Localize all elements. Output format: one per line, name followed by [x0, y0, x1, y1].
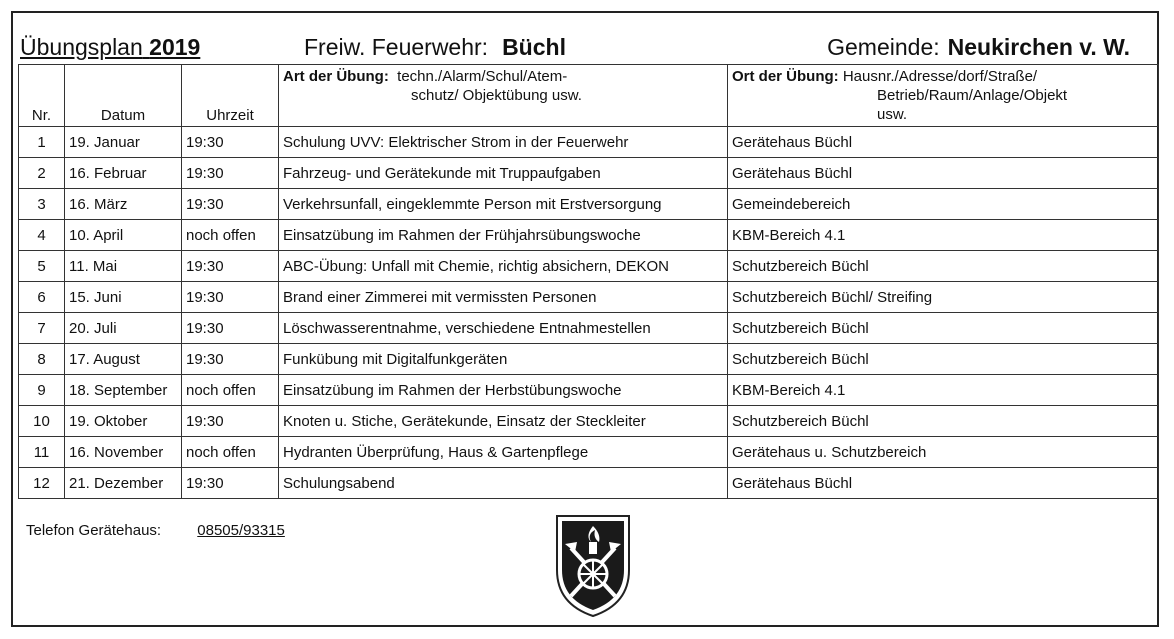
- cell-ort: Gerätehaus Büchl: [728, 127, 1159, 158]
- cell-datum: 19. Oktober: [65, 406, 182, 437]
- brigade-name: Büchl: [502, 34, 566, 60]
- plan-year: 2019: [149, 34, 201, 60]
- title-row: [20, 34, 1150, 64]
- cell-nr: 3: [19, 189, 65, 220]
- cell-datum: 20. Juli: [65, 313, 182, 344]
- cell-uhrzeit: noch offen: [182, 437, 279, 468]
- cell-art: Einsatzübung im Rahmen der Frühjahrsübungswoche: [279, 220, 728, 251]
- cell-nr: 6: [19, 282, 65, 313]
- cell-art: ABC-Übung: Unfall mit Chemie, richtig absichern, DEKON: [279, 251, 728, 282]
- cell-art: Knoten u. Stiche, Gerätekunde, Einsatz der Steckleiter: [279, 406, 728, 437]
- cell-ort: Schutzbereich Büchl: [728, 313, 1159, 344]
- cell-nr: 11: [19, 437, 65, 468]
- cell-nr: 12: [19, 468, 65, 499]
- cell-ort: Schutzbereich Büchl: [728, 406, 1159, 437]
- cell-art: Löschwasserentnahme, verschiedene Entnahmestellen: [279, 313, 728, 344]
- table-row: [19, 282, 1159, 313]
- cell-datum: 11. Mai: [65, 251, 182, 282]
- cell-nr: 7: [19, 313, 65, 344]
- cell-datum: 17. August: [65, 344, 182, 375]
- cell-uhrzeit: 19:30: [182, 251, 279, 282]
- cell-datum: 16. Februar: [65, 158, 182, 189]
- cell-ort: Gerätehaus Büchl: [728, 158, 1159, 189]
- cell-art: Fahrzeug- und Gerätekunde mit Truppaufgaben: [279, 158, 728, 189]
- table-row: [19, 406, 1159, 437]
- col-nr: Nr.: [19, 65, 65, 127]
- table-row: [19, 375, 1159, 406]
- phone-footer: [26, 522, 285, 539]
- plan-title: Übungsplan 2019: [20, 34, 201, 60]
- cell-nr: 1: [19, 127, 65, 158]
- table-row: [19, 220, 1159, 251]
- table-row: [19, 344, 1159, 375]
- table-header-row: [19, 65, 1159, 127]
- col-art: Art der Übung: techn./Alarm/Schul/Atem- schutz/ Objektübung usw.: [279, 65, 728, 127]
- cell-uhrzeit: 19:30: [182, 282, 279, 313]
- cell-uhrzeit: 19:30: [182, 189, 279, 220]
- cell-art: Funkübung mit Digitalfunkgeräten: [279, 344, 728, 375]
- cell-ort: Schutzbereich Büchl: [728, 251, 1159, 282]
- cell-ort: KBM-Bereich 4.1: [728, 375, 1159, 406]
- cell-art: Hydranten Überprüfung, Haus & Gartenpflege: [279, 437, 728, 468]
- col-datum: Datum: [65, 65, 182, 127]
- cell-art: Einsatzübung im Rahmen der Herbstübungswoche: [279, 375, 728, 406]
- cell-art: Schulung UVV: Elektrischer Strom in der Feuerwehr: [279, 127, 728, 158]
- cell-uhrzeit: 19:30: [182, 468, 279, 499]
- cell-art: Brand einer Zimmerei mit vermissten Personen: [279, 282, 728, 313]
- fire-brigade-crest-icon: [553, 512, 633, 620]
- cell-nr: 10: [19, 406, 65, 437]
- cell-uhrzeit: 19:30: [182, 158, 279, 189]
- cell-nr: 4: [19, 220, 65, 251]
- cell-datum: 16. November: [65, 437, 182, 468]
- cell-nr: 8: [19, 344, 65, 375]
- col-ort: Ort der Übung: Hausnr./Adresse/dorf/Straße/ Betrieb/Raum/Anlage/Objekt usw.: [728, 65, 1159, 127]
- table-row: [19, 189, 1159, 220]
- cell-ort: Gemeindebereich: [728, 189, 1159, 220]
- brigade-title: Freiw. Feuerwehr: Büchl: [304, 34, 566, 60]
- phone-number: 08505/93315: [197, 522, 285, 539]
- cell-datum: 10. April: [65, 220, 182, 251]
- cell-nr: 2: [19, 158, 65, 189]
- cell-uhrzeit: noch offen: [182, 220, 279, 251]
- cell-uhrzeit: 19:30: [182, 127, 279, 158]
- cell-datum: 15. Juni: [65, 282, 182, 313]
- table-row: [19, 437, 1159, 468]
- cell-datum: 21. Dezember: [65, 468, 182, 499]
- cell-uhrzeit: 19:30: [182, 406, 279, 437]
- cell-ort: KBM-Bereich 4.1: [728, 220, 1159, 251]
- cell-datum: 16. März: [65, 189, 182, 220]
- exercise-table: [18, 64, 1159, 499]
- cell-datum: 18. September: [65, 375, 182, 406]
- municipality-name: Neukirchen v. W.: [947, 34, 1130, 60]
- cell-nr: 5: [19, 251, 65, 282]
- cell-datum: 19. Januar: [65, 127, 182, 158]
- phone-label: Telefon Gerätehaus:: [26, 522, 162, 539]
- table-row: [19, 313, 1159, 344]
- cell-ort: Schutzbereich Büchl: [728, 344, 1159, 375]
- cell-art: Verkehrsunfall, eingeklemmte Person mit Erstversorgung: [279, 189, 728, 220]
- cell-uhrzeit: 19:30: [182, 344, 279, 375]
- cell-uhrzeit: 19:30: [182, 313, 279, 344]
- cell-art: Schulungsabend: [279, 468, 728, 499]
- cell-uhrzeit: noch offen: [182, 375, 279, 406]
- col-uhrzeit: Uhrzeit: [182, 65, 279, 127]
- table-row: [19, 158, 1159, 189]
- municipality-title: Gemeinde: Neukirchen v. W.: [827, 34, 1130, 60]
- cell-ort: Gerätehaus Büchl: [728, 468, 1159, 499]
- cell-nr: 9: [19, 375, 65, 406]
- cell-ort: Schutzbereich Büchl/ Streifing: [728, 282, 1159, 313]
- table-row: [19, 251, 1159, 282]
- cell-ort: Gerätehaus u. Schutzbereich: [728, 437, 1159, 468]
- table-row: [19, 127, 1159, 158]
- table-row: [19, 468, 1159, 499]
